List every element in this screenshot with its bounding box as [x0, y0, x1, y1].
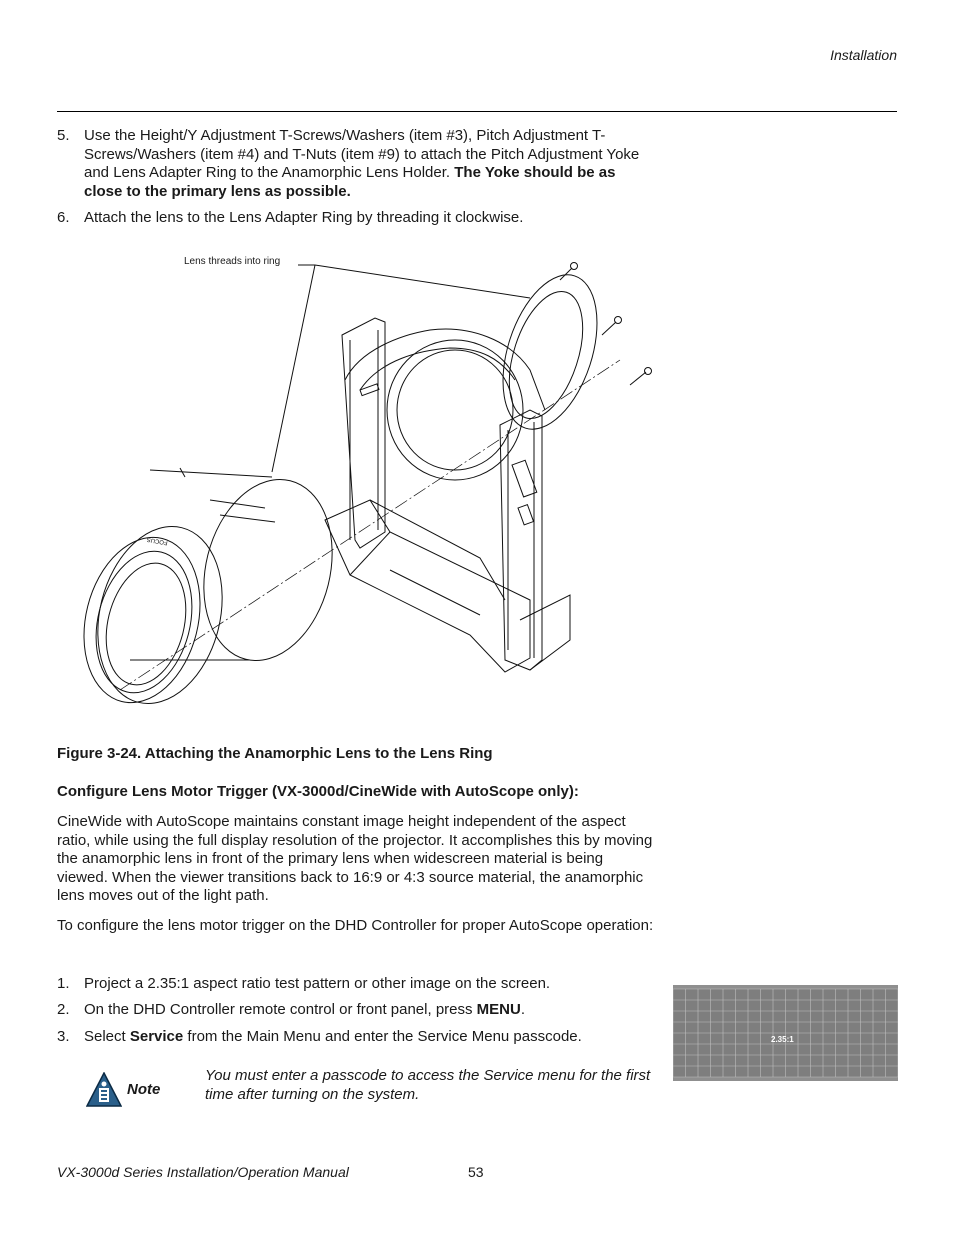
step-emphasis: The Yoke should be as close to the primary lens as possible. [84, 164, 616, 200]
step-3 [57, 1028, 657, 1048]
body-paragraph: CineWide with AutoScope maintains constant image height independent of the aspect ratio, while using the full display resolution of the projector. It accomplishes this by moving the anamorphic lens in front of the primary lens when widescreen material is being viewed. When the viewer transitions back to 16:9 or 4:3 source material, the anamorphic lens moves out of the light path. [57, 813, 653, 905]
figure-callout: Lens threads into ring [184, 256, 281, 267]
section-heading: Configure Lens Motor Trigger (VX-3000d/CineWide with AutoScope only): [57, 783, 579, 800]
step-number: 6. [57, 209, 70, 226]
step-text-pre: Project a 2.35:1 aspect ratio test pattern or other image on the screen. [84, 975, 551, 992]
step-text [84, 1028, 654, 1047]
step-text: Attach the lens to the Lens Adapter Ring by threading it clockwise. [84, 209, 524, 226]
footer-manual-title: VX-3000d Series Installation/Operation Manual [57, 1164, 349, 1180]
step-body [84, 127, 654, 201]
step-number: 1. [57, 975, 70, 992]
menu-key: MENU [476, 1001, 521, 1018]
step-number: 2. [57, 1001, 70, 1018]
running-header: Installation [830, 47, 897, 63]
step-text: Use the Height/Y Adjustment T-Screws/Washers (item #3), Pitch Adjustment T-Screws/Washers (item #4) and T-Nuts (item #9) to attach the Pitch Adjustment Yoke and Lens Adapter Ring to the Anamorphic Lens Holder. [84, 127, 640, 181]
step-6 [57, 209, 657, 229]
step-number: 3. [57, 1028, 70, 1045]
service-menu-name: Service [129, 1028, 184, 1045]
header-rule [57, 111, 897, 112]
step-text-pre: Select [84, 1028, 130, 1045]
step-text-post: from the Main Menu and enter the Service Menu passcode. [183, 1028, 582, 1045]
page-number: 53 [468, 1164, 484, 1180]
step-2 [57, 1001, 657, 1021]
figure-caption: Figure 3-24. Attaching the Anamorphic Lens to the Lens Ring [57, 745, 493, 762]
step-text-post: . [520, 1001, 526, 1018]
step-text [84, 975, 654, 994]
step-5 [57, 127, 657, 203]
lens-focus-label: FOCUS [146, 535, 169, 546]
step-text-pre: On the DHD Controller remote control or front panel, press [84, 1001, 477, 1018]
aspect-ratio-label: 2.35:1 [771, 1035, 794, 1044]
lens-assembly-illustration [60, 240, 660, 720]
step-number: 5. [57, 127, 70, 144]
note-text: You must enter a passcode to access the Service menu for the first time after turning on the system. [205, 1067, 651, 1103]
note-label: Note [127, 1081, 161, 1098]
step-text [84, 1001, 654, 1020]
step-1 [57, 975, 657, 995]
test-pattern-thumbnail [673, 985, 898, 1081]
note-icon [86, 1072, 122, 1108]
body-paragraph: To configure the lens motor trigger on the DHD Controller for proper AutoScope operation: [57, 917, 654, 934]
